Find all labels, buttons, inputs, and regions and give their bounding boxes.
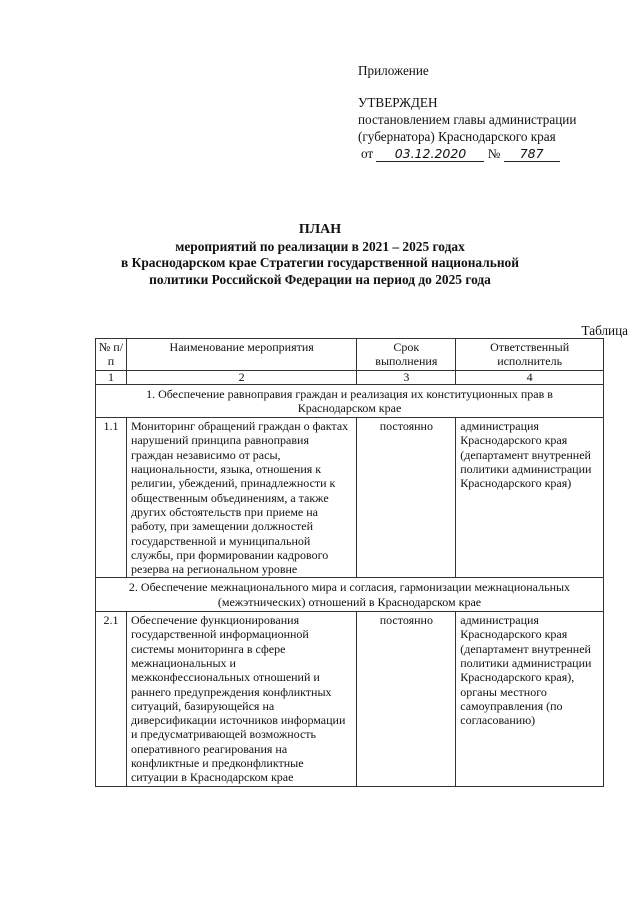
document-title [0,222,640,288]
header-name: Наименование мероприятия [126,339,356,371]
table-header-row [96,339,604,371]
row-2-num: 2.1 [96,612,127,787]
section-1-title: 1. Обеспечение равноправия граждан и реализация их конституционных прав в Краснодарском крае [96,384,604,418]
section-row-1 [96,384,604,418]
column-numbers-row [96,370,604,384]
from-label: от [361,146,374,161]
section-row-2 [96,578,604,612]
header-term: Срок выполнения [357,339,456,371]
section-2-title: 2. Обеспечение межнационального мира и согласия, гармонизации межнациональных (межэтнических) отношений в Краснодарском крае [96,578,604,612]
title-line-4: политики Российской Федерации на период до 2025 года [149,271,491,287]
approval-line-1: постановлением главы администрации [358,112,577,127]
row-1-executor: администрация Краснодарского края (департамент внутренней политики администрации Краснодарского края) [456,418,604,578]
row-2-executor: администрация Краснодарского края (департамент внутренней политики администрации Краснодарского края), органы местного самоуправления (по согласованию) [456,612,604,787]
row-2-term: постоянно [357,612,456,787]
handwritten-number: 787 [504,146,560,162]
title-line-3: в Краснодарском крае Стратегии государственной национальной [121,255,519,270]
appendix-label: Приложение [358,63,429,78]
row-1-term: постоянно [357,418,456,578]
handwritten-date: 03.12.2020 [376,146,484,162]
column-number-2: 2 [126,370,356,384]
row-2-name: Обеспечение функционирования государственной информационной системы мониторинга в сфере межнациональных и межконфессиональных отношений и раннего предупреждения конфликтных ситуаций, базирующейся на диверсификации источников информации и предусматривающей возможность оперативного реагирования на конфликтные и предконфликтные ситуации в Краснодарском крае [126,612,356,787]
approval-line-2: (губернатора) Краснодарского края [358,129,556,144]
plan-table [95,338,604,787]
header-executor: Ответственный исполнитель [456,339,604,371]
table-label: Таблица [581,323,628,338]
header-num: № п/п [96,339,127,371]
column-number-1: 1 [96,370,127,384]
title-line-2: мероприятий по реализации в 2021 – 2025 годах [175,238,465,254]
title-plan: ПЛАН [298,222,342,237]
row-1-name: Мониторинг обращений граждан о фактах нарушений принципа равноправия граждан независимо от расы, национальности, языка, отношения к религии, убеждений, принадлежности к общественным объединениям, а также других обстоятельств при приеме на работу, при замещении должностей государственной и муниципальной службы, при формировании кадрового резерва на региональном уровне [126,418,356,578]
table-row [96,418,604,578]
column-number-3: 3 [357,370,456,384]
approval-block [358,62,576,162]
column-number-4: 4 [456,370,604,384]
table-row [96,612,604,787]
approved-label: УТВЕРЖДЕН [358,95,438,110]
approval-date-line [361,145,579,162]
row-1-num: 1.1 [96,418,127,578]
number-label: № [487,146,501,161]
